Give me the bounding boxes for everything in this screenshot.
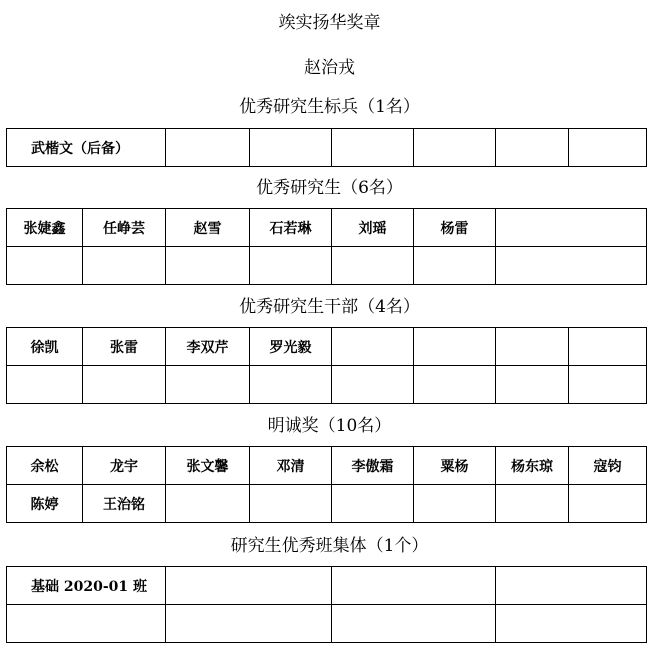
name-cell: 赵雪 [166,209,250,247]
empty-cell [7,247,83,285]
empty-cell [414,328,496,366]
empty-cell [250,485,332,523]
table-row [7,366,647,404]
empty-cell [496,366,569,404]
table-model-student [6,128,647,167]
name-cell: 武楷文（后备） [7,129,166,167]
name-cell: 杨雷 [414,209,496,247]
name-cell: 刘瑶 [332,209,414,247]
section-heading-mingcheng-award: 明诚奖（10名） [267,416,392,436]
empty-cell [496,567,647,605]
name-cell: 龙宇 [83,447,166,485]
section-heading-model-student: 优秀研究生标兵（1名） [239,97,420,117]
name-cell: 罗光毅 [250,328,332,366]
empty-cell [166,605,332,643]
empty-cell [496,209,647,247]
name-cell: 张文馨 [166,447,250,485]
empty-cell [332,247,414,285]
empty-cell [496,129,569,167]
empty-cell [166,366,250,404]
empty-cell [7,605,166,643]
table-excellent-class [6,566,647,643]
name-cell: 粟杨 [414,447,496,485]
empty-cell [250,247,332,285]
empty-cell [332,485,414,523]
section-heading-excellent-class: 研究生优秀班集体（1个） [230,536,429,556]
name-cell: 李傲霜 [332,447,414,485]
table-outstanding-student [6,208,647,285]
empty-cell [332,328,414,366]
empty-cell [414,129,496,167]
empty-cell [332,129,414,167]
empty-cell [496,605,647,643]
table-row [7,328,647,366]
empty-cell [569,366,647,404]
empty-cell [7,366,83,404]
name-cell: 陈婷 [7,485,83,523]
empty-cell [166,485,250,523]
name-cell: 杨东琼 [496,447,569,485]
medal-recipient: 赵治戎 [304,58,355,78]
table-row [7,485,647,523]
name-cell: 李双芹 [166,328,250,366]
table-row [7,447,647,485]
class-name-cell: 基础 2020-01 班 [7,567,166,605]
empty-cell [414,485,496,523]
empty-cell [83,247,166,285]
empty-cell [166,129,250,167]
empty-cell [250,366,332,404]
empty-cell [332,366,414,404]
empty-cell [414,366,496,404]
table-mingcheng-award [6,446,647,523]
empty-cell [569,328,647,366]
empty-cell [250,129,332,167]
empty-cell [496,485,569,523]
empty-cell [496,247,647,285]
empty-cell [569,485,647,523]
empty-cell [496,328,569,366]
table-student-cadre [6,327,647,404]
empty-cell [569,129,647,167]
name-cell: 任峥芸 [83,209,166,247]
section-heading-student-cadre: 优秀研究生干部（4名） [239,297,420,317]
empty-cell [332,567,496,605]
table-row [7,605,647,643]
name-cell: 张雷 [83,328,166,366]
table-row [7,567,647,605]
empty-cell [414,247,496,285]
name-cell: 寇钧 [569,447,647,485]
name-cell: 余松 [7,447,83,485]
name-cell: 王治铭 [83,485,166,523]
name-cell: 张婕鑫 [7,209,83,247]
empty-cell [166,567,332,605]
name-cell: 徐凯 [7,328,83,366]
section-heading-outstanding-student: 优秀研究生（6名） [256,178,403,198]
document-title: 竢实扬华奖章 [278,13,381,33]
empty-cell [83,366,166,404]
empty-cell [332,605,496,643]
table-row [7,247,647,285]
table-row [7,209,647,247]
name-cell: 邓清 [250,447,332,485]
name-cell: 石若琳 [250,209,332,247]
table-row [7,129,647,167]
empty-cell [166,247,250,285]
